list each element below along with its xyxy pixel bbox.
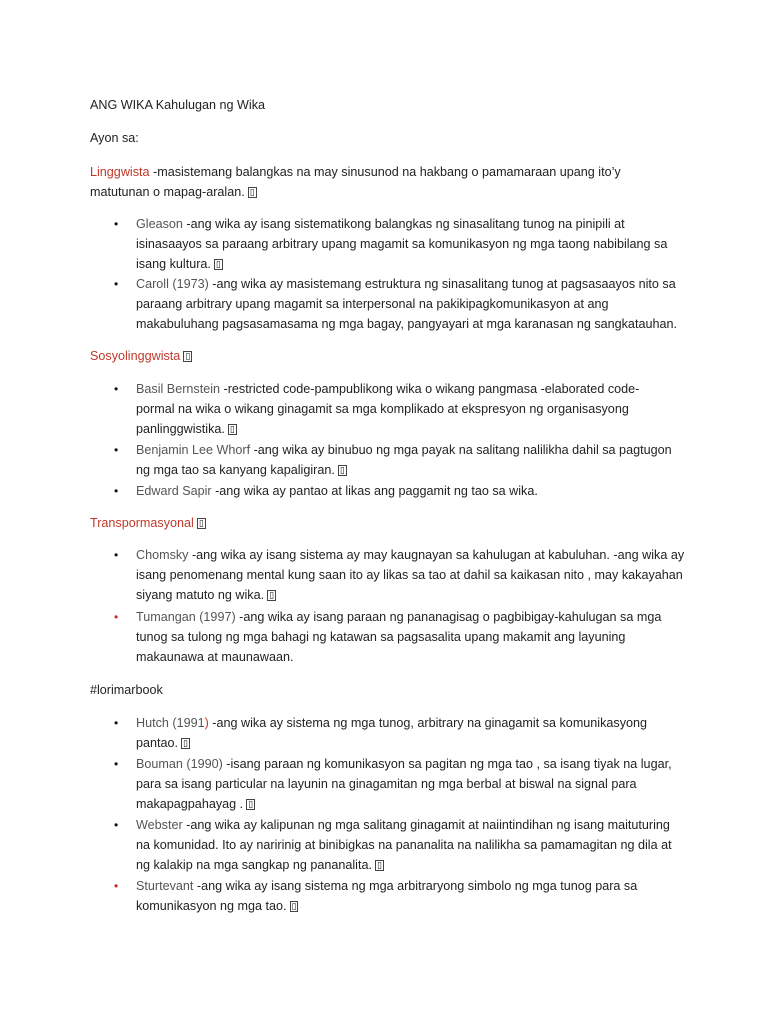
list-item-bouman: Bouman (1990) -isang paraan ng komunikasyon sa pagitan ng mga tao , sa isang tiyak na lugar, bbox=[136, 757, 672, 771]
bullet-icon: • bbox=[114, 277, 119, 291]
item-name: Basil Bernstein bbox=[136, 382, 220, 396]
missing-glyph-icon: ▯ bbox=[291, 901, 297, 911]
section-heading-transpormasyonal: Transpormasyonal ▯ bbox=[90, 516, 204, 530]
list-item-caroll: Caroll (1973) -ang wika ay masistemang estruktura ng sinasalitang tunog at pagsasaayos nito sa bbox=[136, 277, 676, 291]
item-name: Sturtevant bbox=[136, 879, 194, 893]
linggwista-definition: Linggwista -masistemang balangkas na may sinusunod na hakbang o pamamaraan upang ito’y bbox=[90, 165, 621, 179]
bullet-icon: • bbox=[114, 757, 119, 771]
missing-glyph-icon: ▯ bbox=[248, 799, 254, 809]
missing-glyph-icon: ▯ bbox=[229, 424, 235, 434]
missing-glyph-icon: ▯ bbox=[215, 259, 221, 269]
list-item-bernstein: Basil Bernstein -restricted code-pampublikong wika o wikang pangmasa -elaborated code- bbox=[136, 382, 640, 396]
missing-glyph-icon: ▯ bbox=[376, 860, 382, 870]
missing-glyph-icon: ▯ bbox=[183, 738, 188, 748]
missing-glyph-icon: ▯ bbox=[249, 187, 255, 197]
item-name: Gleason bbox=[136, 217, 183, 231]
list-item-sturtevant: Sturtevant -ang wika ay isang sistema ng mga arbitraryong simbolo ng mga tunog para sa bbox=[136, 879, 638, 893]
list-item-gleason: Gleason -ang wika ay isang sistematikong balangkas ng sinasalitang tunog na pinipili at bbox=[136, 217, 625, 231]
list-item-hutch: Hutch (1991) -ang wika ay sistema ng mga tunog, arbitrary na ginagamit sa komunikasyong bbox=[136, 716, 648, 730]
item-name: Bouman (1990) bbox=[136, 757, 223, 771]
bullet-icon: • bbox=[114, 610, 119, 624]
missing-glyph-icon: ▯ bbox=[269, 590, 275, 600]
item-name: Tumangan (1997) bbox=[136, 610, 236, 624]
missing-glyph-icon: ▯ bbox=[198, 518, 204, 528]
ayon-sa-label: Ayon sa: bbox=[90, 131, 139, 145]
item-name: Chomsky bbox=[136, 548, 189, 562]
list-item-whorf: Benjamin Lee Whorf -ang wika ay binubuo ng mga payak na salitang nalilikha dahil sa pagtugon bbox=[136, 443, 672, 457]
item-name: Webster bbox=[136, 818, 183, 832]
bullet-icon: • bbox=[114, 484, 119, 498]
missing-glyph-icon: ▯ bbox=[185, 351, 191, 361]
bullet-icon: • bbox=[114, 548, 119, 562]
bullet-icon: • bbox=[114, 716, 119, 730]
section-heading-linggwista: Linggwista bbox=[90, 165, 150, 179]
bullet-icon: • bbox=[114, 818, 119, 832]
bullet-icon: • bbox=[114, 382, 119, 396]
document-page: ANG WIKA Kahulugan ng Wika Ayon sa: Linggwista -masistemang balangkas na may sinusunod na hakbang o pamamaraan upang ito’y matutunan o mapag-aralan. ▯ • Gleason -ang wika ay isang sistematikong balangkas ng sinasalitang tunog na pinipili at isinasaayos sa paraang arbitrary upang magamit sa komunikasyon ng mga taong nabibilang sa isang kultura. ▯ • Caroll (1973) -ang wika ay masistemang estruktura ng sinasalitang tunog at pagsasaayos nito sa paraang arbitrary upang magamit sa interpersonal na pakikipagkomunikasyon at ang makabuluhang pagsasamasama ng mga bagay, pangyayari at mga karanasan ng sangkatauhan. Sosyolinggwista ▯ • Basil Bernstein -restricted code-pampublikong wika o wikang pangmasa -elaborated code- pormal na wika o wikang ginagamit sa mga komplikado at ekspresyon ng organisasyong panlinggwistika. ▯ • Benjamin Lee Whorf -ang wika ay binubuo ng mga payak na salitang nalilikha dahil sa pagtugon ng mga tao sa kanyang kapaligiran. ▯ • Edward Sapir -ang wika ay pantao at likas ang paggamit ng tao sa wika. Transpormasyonal ▯ • Chomsky -ang wika ay isang sistema ay may kaugnayan sa kahulugan at kabuluhan. -ang wika ay isang penomenang mental kung saan ito ay likas sa tao at dahil sa kaikasan nito , may kakayahan siyang matuto ng wika. ▯ • Tumangan (1997) -ang wika ay isang paraan ng pananagisag o pagbibigay-kahulugan sa mga tunog sa tulong ng mga bahagi ng katawan sa pagsasalita upang makamit ang layuning makaunawa at maunawaan. #lorimarbook • Hutch (1991) -ang wika ay sistema ng mga tunog, arbitrary na ginagamit sa komunikasyong pantao. ▯ • Bouman (1990) -isang paraan ng komunikasyon sa pagitan ng mga tao , sa isang tiyak na lugar, para sa isang particular na layunin na ginagamitan ng mga berbal at biswal na signal para makapagpahayag . ▯ • Webster -ang wika ay kalipunan ng mga salitang ginagamit at naiintindihan ng isang maituturing na komunidad. Ito ay naririnig at binibigkas na pananalita na nalilikha sa pamamagitan ng dila at ng kalakip na mga sangkap ng pananalita. ▯ • Sturtevant -ang wika ay isang sistema ng mga arbitraryong simbolo ng mga tunog para sa komunikasyon ng mga tao. ▯ bbox=[90, 98, 685, 913]
bullet-icon: • bbox=[114, 217, 119, 231]
item-name: Edward Sapir bbox=[136, 484, 212, 498]
item-name: Hutch (1991 bbox=[136, 716, 205, 730]
list-item-chomsky: Chomsky -ang wika ay isang sistema ay may kaugnayan sa kahulugan at kabuluhan. -ang wika ay bbox=[136, 548, 685, 562]
item-name: Benjamin Lee Whorf bbox=[136, 443, 251, 457]
bullet-icon: • bbox=[114, 879, 119, 893]
missing-glyph-icon: ▯ bbox=[339, 465, 345, 475]
list-item-tumangan: Tumangan (1997) -ang wika ay isang paraan ng pananagisag o pagbibigay-kahulugan sa mga bbox=[136, 610, 662, 624]
list-item-webster: Webster -ang wika ay kalipunan ng mga salitang ginagamit at naiintindihan ng isang maituturing bbox=[136, 818, 670, 832]
linggwista-definition-cont: matutunan o mapag-aralan. ▯ bbox=[90, 185, 255, 199]
section-heading-sosyolinggwista: Sosyolinggwista ▯ bbox=[90, 349, 191, 363]
section-heading-lorimarbook: #lorimarbook bbox=[90, 683, 163, 697]
document-title: ANG WIKA Kahulugan ng Wika bbox=[90, 98, 265, 112]
list-item-sapir: Edward Sapir -ang wika ay pantao at likas ang paggamit ng tao sa wika. bbox=[136, 484, 538, 498]
item-name: Caroll (1973) bbox=[136, 277, 209, 291]
bullet-icon: • bbox=[114, 443, 119, 457]
